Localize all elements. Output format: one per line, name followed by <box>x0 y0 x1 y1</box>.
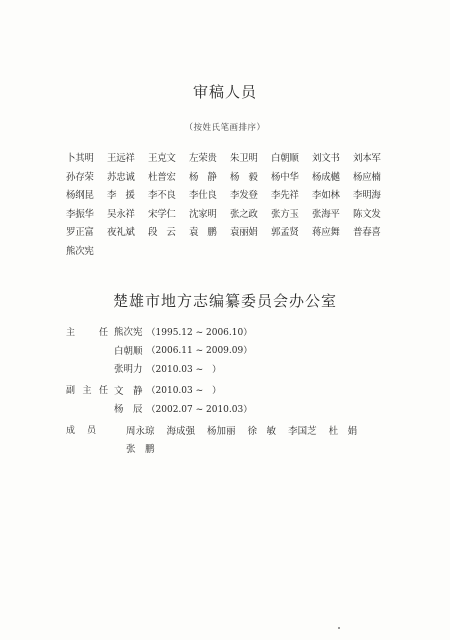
person-name: 张明力 <box>114 364 143 376</box>
office-members-row <box>66 439 369 458</box>
reviewer-name: 李明海 <box>353 190 381 201</box>
reviewer-name: 杨应楠 <box>353 171 381 183</box>
member-name: 杨加丽 <box>207 425 236 437</box>
reviewer-name: 熊次宪 <box>66 245 94 257</box>
reviewer-name: 杨 毅 <box>230 171 258 183</box>
reviewer-name: 李不良 <box>148 190 176 201</box>
reviewer-name: 张之政 <box>230 208 258 220</box>
reviewer-name: 张方玉 <box>271 208 299 220</box>
reviewer-name: 李先祥 <box>271 190 299 201</box>
reviewer-name: 袁 鹏 <box>189 227 217 238</box>
reviewer-name: 陈文发 <box>353 208 381 220</box>
office-row <box>66 322 369 341</box>
reviewer-name: 蒋应舞 <box>312 227 340 238</box>
member-name: 徐 敏 <box>247 425 277 437</box>
term-period: （2010.03 ~ ） <box>146 386 222 397</box>
reviewer-name: 杨中华 <box>271 171 299 183</box>
term-period: （2006.11 ~ 2009.09） <box>146 346 253 357</box>
reviewer-name: 李 援 <box>107 190 135 201</box>
scan-speck <box>338 627 340 629</box>
member-name: 周永琼 <box>126 425 155 437</box>
reviewer-name: 李发登 <box>230 190 258 201</box>
reviewer-name: 杨纲昆 <box>66 190 94 201</box>
reviewer-name: 杨成樾 <box>312 171 340 183</box>
reviewer-name: 袁丽娟 <box>230 227 258 238</box>
reviewer-name: 王克文 <box>148 153 176 164</box>
reviewer-name: 夜礼斌 <box>107 227 135 238</box>
role-label: 副 主 任 <box>66 386 108 397</box>
reviewer-name: 苏忠诚 <box>107 171 135 183</box>
reviewer-name: 杨 静 <box>189 171 217 183</box>
reviewer-name: 刘本军 <box>353 153 381 164</box>
reviewer-name: 普春喜 <box>353 227 381 238</box>
office-row <box>66 381 369 400</box>
reviewer-name: 郭孟贤 <box>271 227 299 238</box>
reviewer-name: 李仕良 <box>189 190 217 201</box>
sort-note: （按姓氏笔画排序） <box>184 123 266 133</box>
reviewer-name: 卜其明 <box>66 153 94 164</box>
role-label: 主 任 <box>66 327 108 338</box>
reviewer-name: 张海平 <box>312 208 340 220</box>
reviewer-name-grid <box>66 150 396 261</box>
section-title-review: 审稿人员 <box>192 83 257 101</box>
reviewer-name: 沈家明 <box>189 208 217 220</box>
reviewer-name: 段 云 <box>148 227 176 238</box>
term-period: （1995.12 ~ 2006.10） <box>146 327 253 338</box>
term-period: （2002.07 ~ 2010.03） <box>146 404 253 415</box>
office-members-row <box>66 421 369 440</box>
role-label: 成 员 <box>66 426 97 437</box>
reviewer-name: 刘文书 <box>312 153 340 164</box>
office-row <box>66 399 369 418</box>
reviewer-name: 朱卫明 <box>230 153 258 164</box>
reviewer-name: 宋学仁 <box>148 208 176 220</box>
reviewer-name: 白朝顺 <box>271 153 299 164</box>
reviewer-name: 吴永祥 <box>107 208 135 220</box>
reviewer-name: 孙存荣 <box>66 171 94 183</box>
member-name: 杜 娟 <box>328 425 358 437</box>
reviewer-name: 李如林 <box>312 190 340 201</box>
reviewer-name: 罗正富 <box>66 227 94 238</box>
office-row <box>66 341 369 360</box>
reviewer-name: 左荣贵 <box>189 153 217 164</box>
office-list <box>66 322 369 458</box>
term-period: （2010.03 ~ ） <box>146 364 222 375</box>
section-title-office: 楚雄市地方志编纂委员会办公室 <box>112 292 337 310</box>
person-name: 熊次宪 <box>114 327 143 339</box>
reviewer-name: 杜普宏 <box>148 171 176 183</box>
reviewer-name: 王远祥 <box>107 153 135 164</box>
person-name: 白朝顺 <box>114 345 143 357</box>
person-name: 文 静 <box>114 385 143 397</box>
member-name: 李国芝 <box>288 425 317 437</box>
member-name: 海成强 <box>166 425 196 437</box>
person-name: 杨 辰 <box>114 404 143 416</box>
office-row <box>66 359 369 378</box>
reviewer-name: 李振华 <box>66 208 94 220</box>
member-name: 张 鹏 <box>126 444 155 456</box>
